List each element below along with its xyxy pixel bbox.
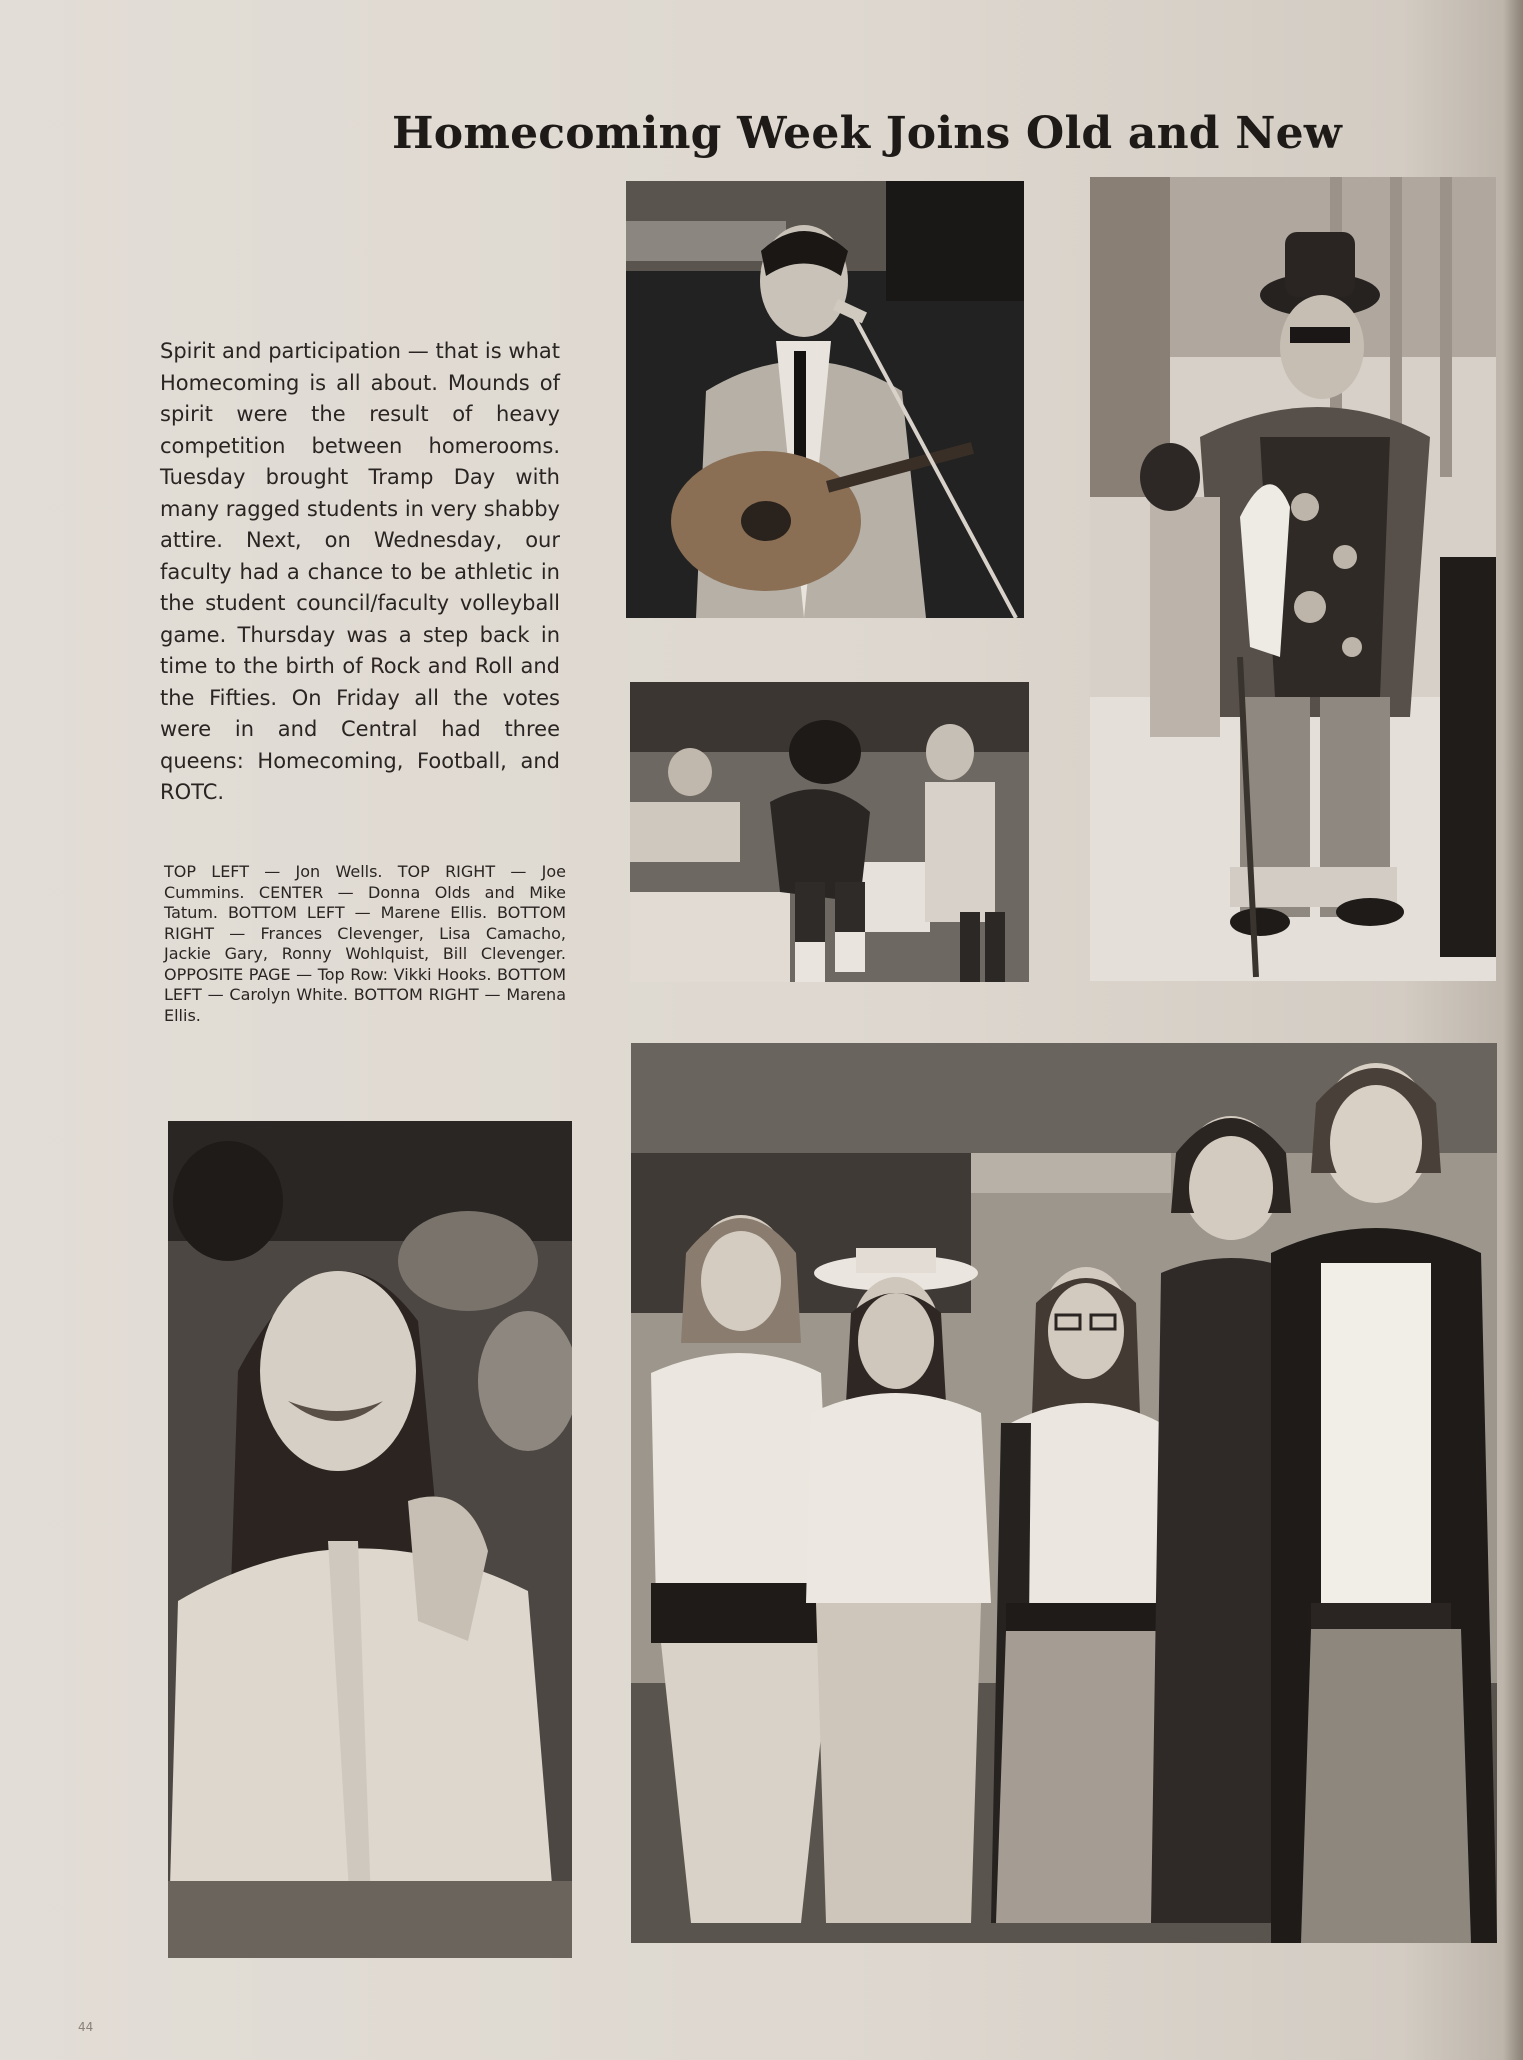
photo-guitarist: [626, 181, 1024, 618]
page-title: Homecoming Week Joins Old and New: [392, 108, 1342, 159]
photo-caption-credits: TOP LEFT — Jon Wells. TOP RIGHT — Joe Cummins. CENTER — Donna Olds and Mike Tatum. BOTTOM LEFT — Marene Ellis. BOTTOM RIGHT — Frances Clevenger, Lisa Camacho, Jackie Gary, Ronny Wohlquist, Bill Clevenger. OPPOSITE PAGE — Top Row: Vikki Hooks. BOTTOM LEFT — Carolyn White. BOTTOM RIGHT — Marena Ellis.: [164, 862, 566, 1025]
photo-group-fifties: [631, 1043, 1497, 1943]
page-number: 44: [78, 2020, 94, 2034]
page-spine-shadow: [1503, 0, 1523, 2060]
article-body: Spirit and participation — that is what Homecoming is all about. Mounds of spirit were the result of heavy competition between homerooms. Tuesday brought Tramp Day with many ragged students in very shabby attire. Next, on Wednesday, our faculty had a chance to be athletic in the student council/faculty volleyball game. Thursday was a step back in time to the birth of Rock and Roll and the Fifties. On Friday all the votes were in and Central had three queens: Homecoming, Football, and ROTC.: [160, 339, 560, 804]
photo-football-player: [630, 682, 1029, 982]
photo-smiling-girl: [168, 1121, 572, 1958]
photo-tramp-day: [1090, 177, 1496, 981]
